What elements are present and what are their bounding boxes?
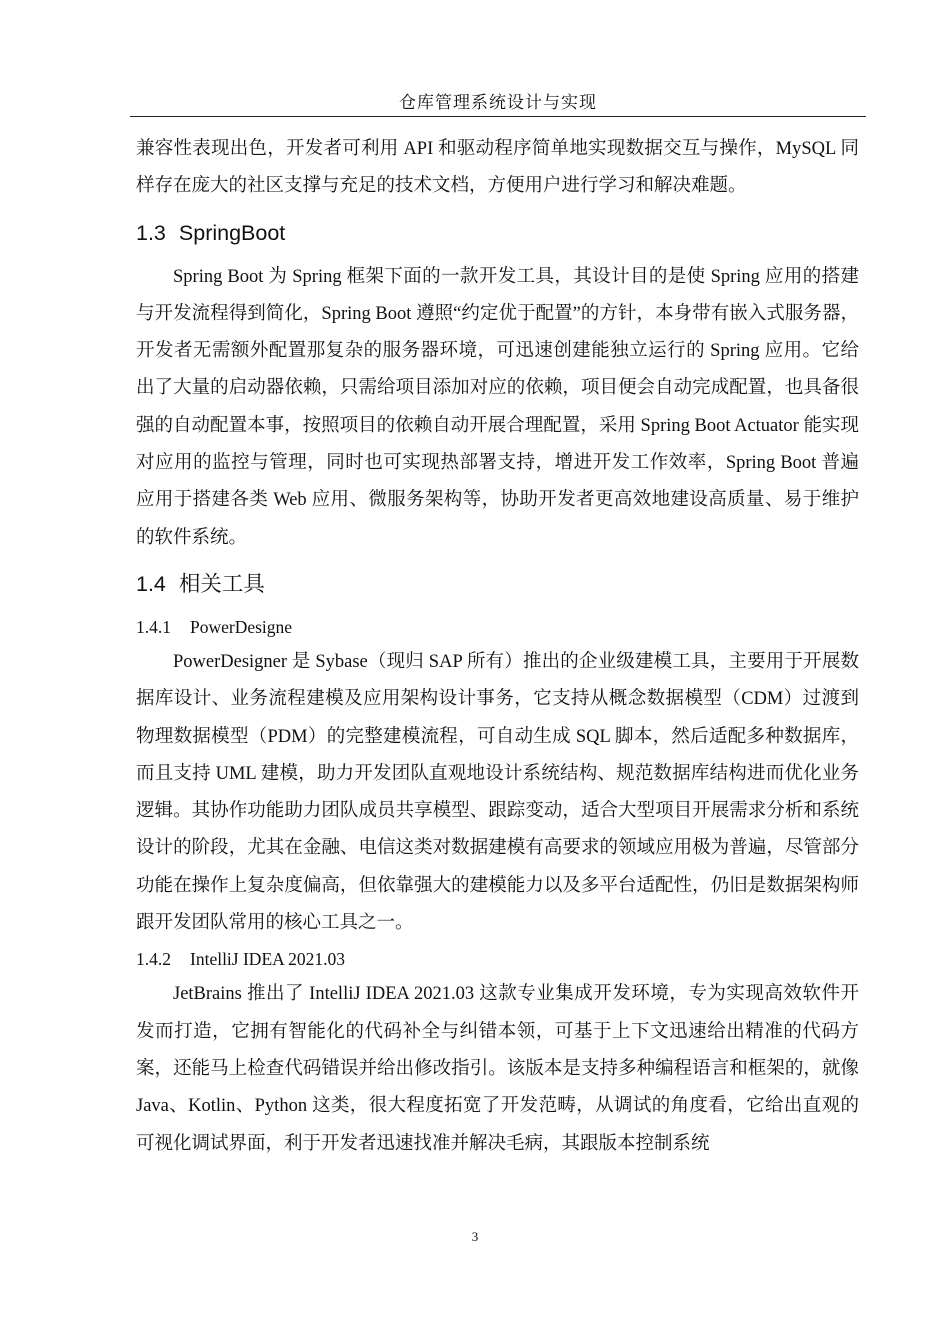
paragraph-mysql-continuation: 兼容性表现出色，开发者可利用 API 和驱动程序简单地实现数据交互与操作，MySQL 同样存在庞大的社区支撑与充足的技术文档，方便用户进行学习和解决难题。 — [136, 139, 859, 197]
header-divider — [130, 116, 866, 117]
subsection-title: IntelliJ IDEA 2021.03 — [190, 949, 346, 970]
section-number: 1.3 — [136, 220, 166, 245]
paragraph-powerdesigner: PowerDesigner 是 Sybase（现归 SAP 所有）推出的企业级建模工具，主要用于开展数据库设计、业务流程建模及应用架构设计事务，它支持从概念数据模型（CDM）过渡到物理数据模型（PDM）的完整建模流程，可自动生成 SQL 脚本，然后适配多种数据库，而且支持 UML 建模，助力开发团队直观地设计系统结构、规范数据库结构进而优化业务逻辑。其协作功能助力团队成员共享模型、跟踪变动，适合大型项目开展需求分析和系统设计的阶段，尤其在金融、电信这类对数据建模有高要求的领域应用极为普遍，尽管部分功能在操作上复杂度偏高，但依靠强大的建模能力以及多平台适配性，仍旧是数据架构师跟开发团队常用的核心工具之一。 — [136, 651, 859, 934]
subsection-title: PowerDesigne — [190, 616, 293, 637]
running-header-title: 仓库管理系统设计与实现 — [399, 93, 597, 112]
section-title: SpringBoot — [178, 220, 286, 245]
paragraph-springboot: Spring Boot 为 Spring 框架下面的一款开发工具，其设计目的是使 Spring 应用的搭建与开发流程得到简化，Spring Boot 遵照“约定优于配置”的方针，本身带有嵌入式服务器，开发者无需额外配置那复杂的服务器环境，可迅速创建能独立运行的 Spring 应用。它给出了大量的启动器依赖，只需给项目添加对应的依赖，项目便会自动完成配置，也具备很强的自动配置本事，按照项目的依赖自动开展合理配置，采用 Spring Boot Actuator 能实现对应用的监控与管理，同时也可实现热部署支持，增进开发工作效率，Spring Boot 普遍应用于搭建各类 Web 应用、微服务架构等，协助开发者更高效地建设高质量、易于维护的软件系统。 — [136, 266, 859, 548]
subsection-number: 1.4.2 — [136, 949, 171, 970]
document-body — [136, 131, 859, 1163]
section-number: 1.4 — [136, 571, 166, 596]
paragraph-intellij-idea: JetBrains 推出了 IntelliJ IDEA 2021.03 这款专业集成开发环境，专为实现高效软件开发而打造，它拥有智能化的代码补全与纠错本领，可基于上下文迅速给出精准的代码方案，还能马上检查代码错误并给出修改指引。该版本是支持多种编程语言和框架的，就像 Java、Kotlin、Python 这类，很大程度拓宽了开发范畴，从调试的角度看，它给出直观的可视化调试界面，利于开发者迅速找准并解决毛病，其跟版本控制系统 — [136, 984, 859, 1154]
subsection-heading-1-4-2 — [136, 942, 859, 976]
section-title: 相关工具 — [178, 571, 265, 596]
subsection-heading-1-4-1 — [136, 610, 859, 644]
subsection-number: 1.4.1 — [136, 616, 171, 637]
section-heading-1-4 — [136, 557, 859, 610]
page-number: 3 — [471, 1229, 479, 1244]
section-heading-1-3 — [136, 206, 859, 259]
